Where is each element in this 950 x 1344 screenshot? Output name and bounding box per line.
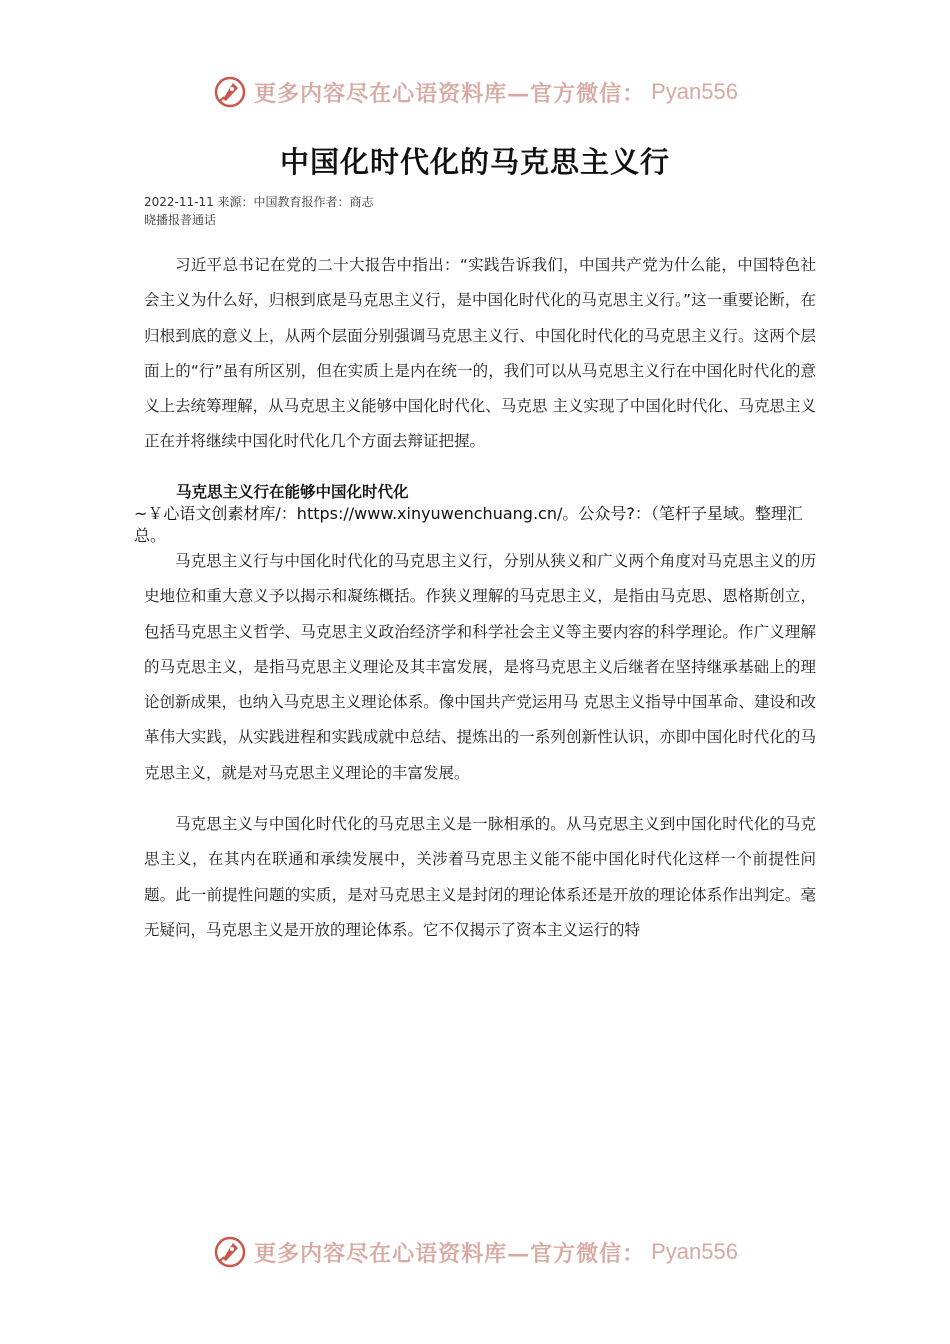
banner-wechat-id: Pyan556 <box>651 1239 738 1264</box>
meta-date-source-author: 2022-11-11 来源：中国教育报作者：商志 <box>144 195 374 209</box>
banner-wechat-id: Pyan556 <box>651 79 738 104</box>
pen-nib-logo-icon <box>212 74 248 110</box>
paragraph-1: 习近平总书记在党的二十大报告中指出：“实践告诉我们，中国共产党为什么能，中国特色社会主义为什么好，归根到底是马克思主义行，是中国化时代化的马克思主义行。”这一重要论断，在归根到底的意义上，从两个层面分别强调马克思主义行、中国化时代化的马克思主义行。这两个层面上的“行”虽有所区别，但在实质上是内在统一的，我们可以从马克思主义行在中国化时代化的意义上去统筹理解，从马克思主义能够中国化时代化、马克思 主义实现了中国化时代化、马克思主义正在并将继续中国化时代化几个方面去辩证把握。 <box>144 256 816 451</box>
section-heading: 马克思主义行在能够中国化时代化 <box>176 483 409 501</box>
meta-audio-note: 晓播报普通话 <box>144 213 217 227</box>
paragraph-3: 马克思主义与中国化时代化的马克思主义是一脉相承的。从马克思主义到中国化时代化的马克思主义，在其内在联通和承续发展中，关涉着马克思主义能不能中国化时代化这样一个前提性问题。此一前提性问题的实质，是对马克思主义是封闭的理论体系还是开放的理论体系作出判定。毫无疑问，马克思主义是开放的理论体系。它不仅揭示了资本主义运行的特 <box>144 815 816 939</box>
header-banner <box>0 70 950 114</box>
banner-slogan: 更多内容尽在心语资料库—官方微信： <box>254 1240 646 1267</box>
banner-slogan: 更多内容尽在心语资料库—官方微信： <box>254 80 646 107</box>
pen-nib-logo-icon <box>212 1234 248 1270</box>
source-note: ~￥心语文创素材库/：https://www.xinyuwenchuang.cn/。公众号?：（笔杆子星域。整理汇总。 <box>134 504 803 545</box>
article-title: 中国化时代化的马克思主义行 <box>279 145 670 179</box>
article-meta <box>144 193 374 229</box>
paragraph-2: 马克思主义行与中国化时代化的马克思主义行，分别从狭义和广义两个角度对马克思主义的历史地位和重大意义予以揭示和凝练概括。作狭义理解的马克思主义，是指由马克思、恩格斯创立，包括马克思主义哲学、马克思主义政治经济学和科学社会主义等主要内容的科学理论。作广义理解的马克思主义，是指马克思主义理论及其丰富发展，是将马克思主义后继者在坚持继承基础上的理论创新成果，也纳入马克思主义理论体系。像中国共产党运用马 克思主义指导中国革命、建设和改革伟大实践，从实践进程和实践成就中总结、提炼出的一系列创新性认识，亦即中国化时代化的马克思主义，就是对马克思主义理论的丰富发展。 <box>144 552 816 782</box>
footer-banner <box>0 1230 950 1274</box>
